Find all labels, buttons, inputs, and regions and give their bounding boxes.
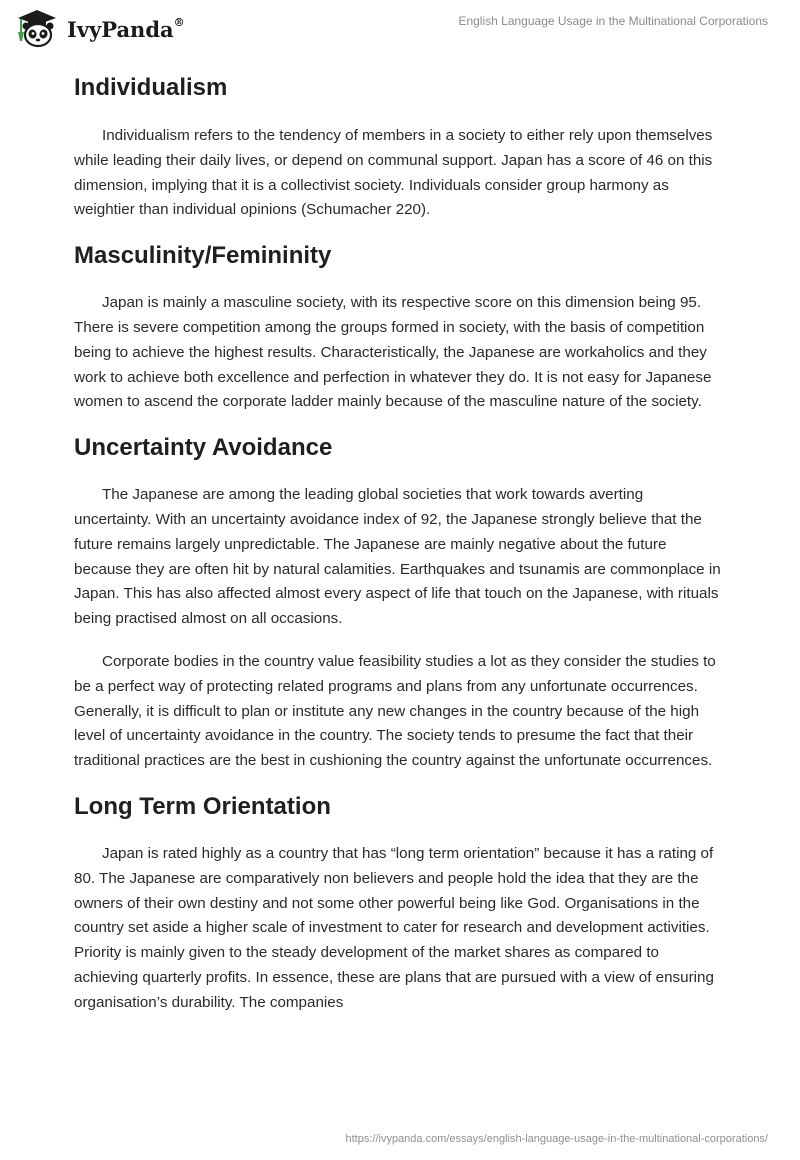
section-individualism: [74, 72, 724, 223]
section-heading: Long Term Orientation: [74, 792, 331, 820]
paragraph: Japan is rated highly as a country that has “long term orientation” because it has a rating of 80. The Japanese are comparatively non believers and people hold the idea that they are the owners of their own destiny and not some other powerful being like God. Organisations in the country set aside a higher scale of investment to cater for research and development activities. Priority is mainly given to the steady development of the market shares as compared to achieving quarterly profits. In essence, these are plans that are pursued with a view of ensuring organisation’s durability. The companies: [74, 844, 714, 1011]
panda-graduate-icon: [14, 8, 60, 48]
section-uncertainty-avoidance: [74, 432, 724, 774]
section-heading: Uncertainty Avoidance: [74, 434, 333, 462]
logo-name: IvyPanda: [67, 16, 174, 42]
paragraph: Japan is mainly a masculine society, with its respective score on this dimension being 95. There is severe competition among the groups formed in society, with the basis of competition being to achieve the highest results. Characteristically, the Japanese are workaholics and they work to achieve both excellence and perfection in whatever they do. It is not easy for Japanese women to ascend the corporate ladder mainly because of the masculine nature of the society.: [74, 294, 712, 411]
section-heading: Masculinity/Femininity: [74, 242, 332, 270]
paragraph: The Japanese are among the leading global societies that work towards averting uncertainty. With an uncertainty avoidance index of 92, the Japanese strongly believe that the future remains largely unpredictable. The Japanese are mainly negative about the future because they are often hit by natural calamities. Earthquakes and tsunamis are commonplace in Japan. This has also affected almost every aspect of life that touch on the Japanese, with rituals being practised almost on all occasions.: [74, 486, 721, 628]
section-long-term-orientation: [74, 791, 724, 1016]
paragraph: Corporate bodies in the country value feasibility studies a lot as they consider the studies to be a perfect way of protecting related programs and plans from any unfortunate occurrences. Generally, it is difficult to plan or institute any new changes in the country because of the high level of uncertainty avoidance in the country. The society tends to presume the fact that their traditional practices are the best in cushioning the country against the unfortunate occurrences.: [74, 652, 716, 770]
section-heading: Individualism: [74, 74, 228, 101]
page-header: [0, 0, 800, 70]
ivypanda-logo[interactable]: [14, 8, 185, 48]
section-masculinity-femininity: [74, 240, 724, 415]
document-title: English Language Usage in the Multinational Corporations: [458, 14, 768, 28]
essay-content: [74, 72, 724, 1016]
registered-mark: ®: [173, 15, 185, 29]
logo-wordmark: [67, 17, 185, 42]
source-url-link[interactable]: https://ivypanda.com/essays/english-language-usage-in-the-multinational-corporations/: [345, 1133, 768, 1145]
paragraph: Individualism refers to the tendency of members in a society to either rely upon themselves while leading their daily lives, or depend on communal support. Japan has a score of 46 on this dimension, implying that it is a collectivist society. Individuals consider group harmony as weightier than individual opinions (Schumacher 220).: [74, 127, 713, 219]
